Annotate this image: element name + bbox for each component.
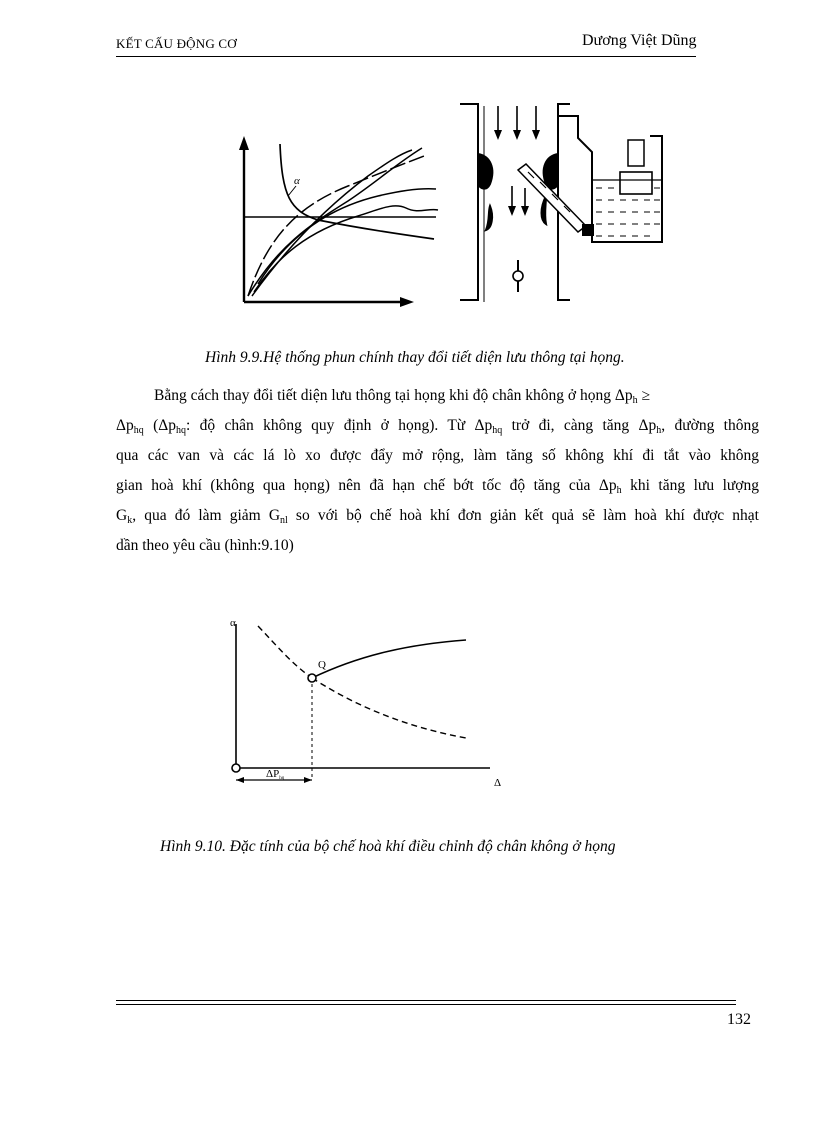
- figure-9-9: [228, 96, 668, 312]
- text-run: : độ chân không quy định ở họng). Từ Δp: [185, 417, 493, 434]
- fuel-hatch: [596, 188, 660, 236]
- paragraph-line-5: [116, 501, 759, 531]
- text-run: trở đi, càng tăng Δp: [502, 417, 657, 434]
- graph-curve-1: [248, 156, 424, 296]
- text-run: , qua đó làm giảm G: [132, 507, 281, 524]
- body-paragraph: [116, 381, 759, 561]
- paragraph-line-3: qua các van và các lá lò xo được đẩy mở rộng, làm tăng số không khí đi tắt vào không: [116, 447, 759, 464]
- fig2-solid-curve: [312, 640, 466, 678]
- carburetor-schematic: [460, 104, 662, 302]
- text-run: (Δp: [143, 417, 176, 434]
- text-run: G: [116, 507, 128, 524]
- fig2-dim-arrow-left: [236, 777, 244, 783]
- subscript: hq: [175, 425, 186, 436]
- graph-alpha-label: α: [294, 175, 300, 187]
- page-header-left: KẾT CẤU ĐỘNG CƠ: [116, 36, 237, 51]
- venturi-left-flap: [486, 206, 492, 230]
- paragraph-line-2: [116, 411, 759, 441]
- paragraph-line-6: dần theo yêu cầu (hình:9.10): [116, 537, 294, 554]
- fig2-dim-arrow-right: [304, 777, 312, 783]
- jet-block: [582, 224, 594, 236]
- segment-label-sub: hq: [279, 776, 285, 781]
- subscript: hq: [133, 425, 144, 436]
- figure-9-9-graph: [239, 136, 438, 307]
- page-header-right: Dương Việt Dũng: [582, 32, 697, 49]
- graph-alpha-curve: [280, 144, 434, 239]
- graph-x-arrow: [400, 297, 414, 307]
- subscript: h: [616, 485, 622, 496]
- carb-left-bracket: [460, 104, 478, 300]
- footer-rule-top: [116, 1000, 736, 1001]
- figure-9-10: [222, 616, 522, 792]
- fig2-segment-label: [266, 768, 285, 781]
- subscript: h: [656, 425, 662, 436]
- figure-9-10-caption: Hình 9.10. Đặc tính của bộ chế hoà khí điều chỉnh độ chân không ở họng: [160, 838, 616, 855]
- fig2-point-q: [308, 674, 316, 682]
- graph-curve-4: [254, 206, 438, 292]
- footer-rule-bottom: [116, 1004, 736, 1005]
- text-run: khi tăng lưu lượng: [621, 477, 759, 494]
- graph-curve-2: [248, 148, 422, 296]
- text-run: so với bộ chế hoà khí đơn giản kết quả sẽ làm hoà khí được nhạt: [287, 507, 759, 524]
- venturi-right-flap: [542, 196, 547, 224]
- venturi-left-petal: [478, 154, 492, 189]
- float: [620, 172, 652, 194]
- text-run: , đường thông: [661, 417, 759, 434]
- fig2-dashed-lower: [312, 678, 466, 738]
- graph-alpha-leader: [288, 186, 296, 196]
- fig2-q-label: Q: [318, 659, 326, 671]
- text-run: Δp: [116, 417, 134, 434]
- text-run: gian hoà khí (không qua họng) nên đã hạn chế bớt tốc độ tăng của Δp: [116, 477, 617, 494]
- fig2-dashed-upper: [258, 626, 312, 678]
- throttle-valve: [513, 271, 523, 281]
- page-number: 132: [727, 1011, 751, 1028]
- figure-9-9-caption: Hình 9.9.Hệ thống phun chính thay đổi tiết diện lưu thông tại họng.: [205, 349, 625, 366]
- text-run: Bằng cách thay đổi tiết diện lưu thông tại họng khi độ chân không ở họng Δp: [154, 387, 633, 404]
- header-rule: [116, 56, 696, 57]
- fig2-y-label: α: [230, 617, 236, 629]
- subscript: nl: [280, 515, 288, 526]
- float-needle-housing: [628, 140, 644, 166]
- graph-curve-5: [258, 189, 436, 284]
- paragraph-line-4: [116, 471, 759, 501]
- segment-label-text: ΔP: [266, 768, 280, 780]
- air-flow-arrows: [494, 106, 540, 216]
- graph-y-arrow: [239, 136, 249, 150]
- subscript: hq: [492, 425, 503, 436]
- fig2-x-label: Δ: [494, 777, 502, 789]
- subscript: h: [632, 395, 638, 406]
- text-run: ≥: [637, 387, 650, 404]
- subscript: k: [127, 515, 133, 526]
- paragraph-line-1: [116, 381, 759, 411]
- fig2-origin-point: [232, 764, 240, 772]
